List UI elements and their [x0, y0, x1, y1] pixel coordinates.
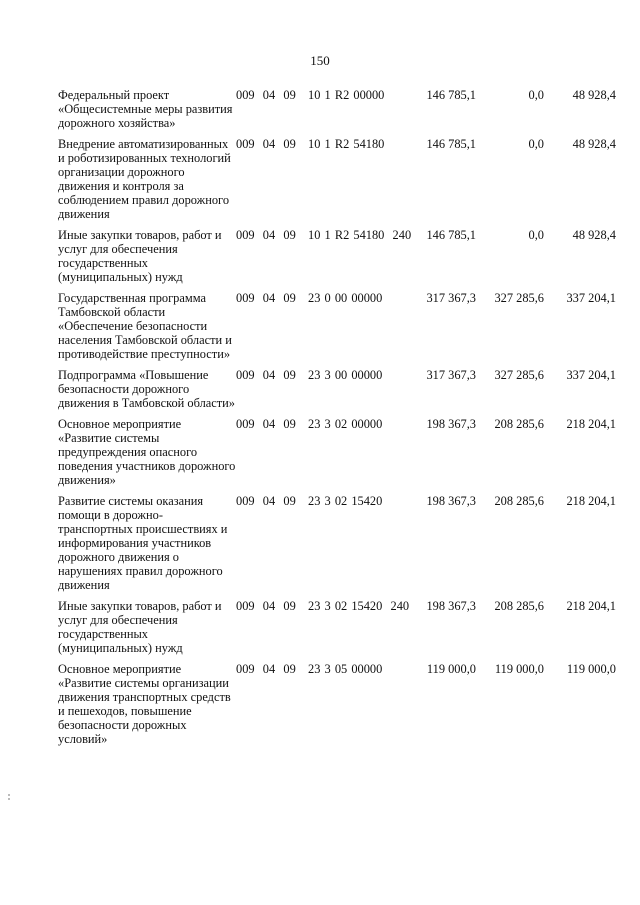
- row-code: 009 04 09 23 3 00 00000: [236, 368, 383, 382]
- scan-mark: [8, 798, 10, 800]
- row-code: 009 04 09 23 3 02 15420 240: [236, 599, 410, 613]
- row-value-3: 48 928,4: [572, 228, 616, 242]
- row-name: Федеральный проект «Общесистемные меры развития дорожного хозяйства»: [58, 88, 233, 130]
- row-value-2: 0,0: [528, 88, 544, 102]
- table-row: [0, 368, 640, 410]
- row-value-1: 198 367,3: [426, 494, 476, 508]
- row-value-1: 146 785,1: [426, 228, 476, 242]
- row-value-2: 208 285,6: [494, 599, 544, 613]
- row-name: Основное мероприятие «Развитие системы предупреждения опасного поведения участников дорожного движения»: [58, 417, 236, 487]
- row-code: 009 04 09 23 3 02 00000: [236, 417, 383, 431]
- row-value-2: 327 285,6: [494, 368, 544, 382]
- row-value-1: 198 367,3: [426, 599, 476, 613]
- table-row: [0, 228, 640, 284]
- row-code: 009 04 09 23 3 02 15420: [236, 494, 383, 508]
- row-value-3: 119 000,0: [566, 662, 616, 676]
- row-value-1: 146 785,1: [426, 88, 476, 102]
- row-value-3: 218 204,1: [566, 417, 616, 431]
- row-value-2: 0,0: [528, 137, 544, 151]
- row-code: 009 04 09 10 1 R2 00000: [236, 88, 385, 102]
- row-value-2: 208 285,6: [494, 417, 544, 431]
- row-name: Государственная программа Тамбовской области «Обеспечение безопасности населения Тамбовской области и противодействие преступности»: [58, 291, 232, 361]
- table-row: [0, 137, 640, 221]
- row-value-2: 119 000,0: [494, 662, 544, 676]
- row-code: 009 04 09 23 3 05 00000: [236, 662, 383, 676]
- row-value-3: 337 204,1: [566, 368, 616, 382]
- row-name: Внедрение автоматизированных и роботизированных технологий организации дорожного движения и контроля за соблюдением правил дорожного движения: [58, 137, 231, 221]
- scan-mark: [8, 794, 10, 796]
- page-number: 150: [310, 53, 330, 68]
- row-name: Основное мероприятие «Развитие системы организации движения транспортных средств и пешеходов, повышение безопасности дорожных условий»: [58, 662, 231, 746]
- row-value-2: 327 285,6: [494, 291, 544, 305]
- table-row: [0, 417, 640, 487]
- row-value-2: 208 285,6: [494, 494, 544, 508]
- row-value-1: 198 367,3: [426, 417, 476, 431]
- table-row: [0, 88, 640, 130]
- row-value-1: 317 367,3: [426, 291, 476, 305]
- budget-table: [0, 88, 640, 753]
- table-row: [0, 662, 640, 746]
- row-name: Развитие системы оказания помощи в дорожно-транспортных происшествиях и информирования участников дорожного движения о нарушениях правил дорожного движения: [58, 494, 228, 592]
- table-row: [0, 494, 640, 592]
- row-code: 009 04 09 10 1 R2 54180: [236, 137, 385, 151]
- row-value-3: 218 204,1: [566, 494, 616, 508]
- row-value-3: 337 204,1: [566, 291, 616, 305]
- row-value-2: 0,0: [528, 228, 544, 242]
- row-value-3: 48 928,4: [572, 137, 616, 151]
- row-name: Иные закупки товаров, работ и услуг для обеспечения государственных (муниципальных) нужд: [58, 599, 222, 655]
- row-code: 009 04 09 10 1 R2 54180 240: [236, 228, 412, 242]
- row-name: Подпрограмма «Повышение безопасности дорожного движения в Тамбовской области»: [58, 368, 235, 410]
- table-row: [0, 599, 640, 655]
- row-value-3: 218 204,1: [566, 599, 616, 613]
- row-name: Иные закупки товаров, работ и услуг для обеспечения государственных (муниципальных) нужд: [58, 228, 222, 284]
- row-code: 009 04 09 23 0 00 00000: [236, 291, 383, 305]
- row-value-1: 119 000,0: [426, 662, 476, 676]
- row-value-1: 146 785,1: [426, 137, 476, 151]
- row-value-1: 317 367,3: [426, 368, 476, 382]
- table-row: [0, 291, 640, 361]
- row-value-3: 48 928,4: [572, 88, 616, 102]
